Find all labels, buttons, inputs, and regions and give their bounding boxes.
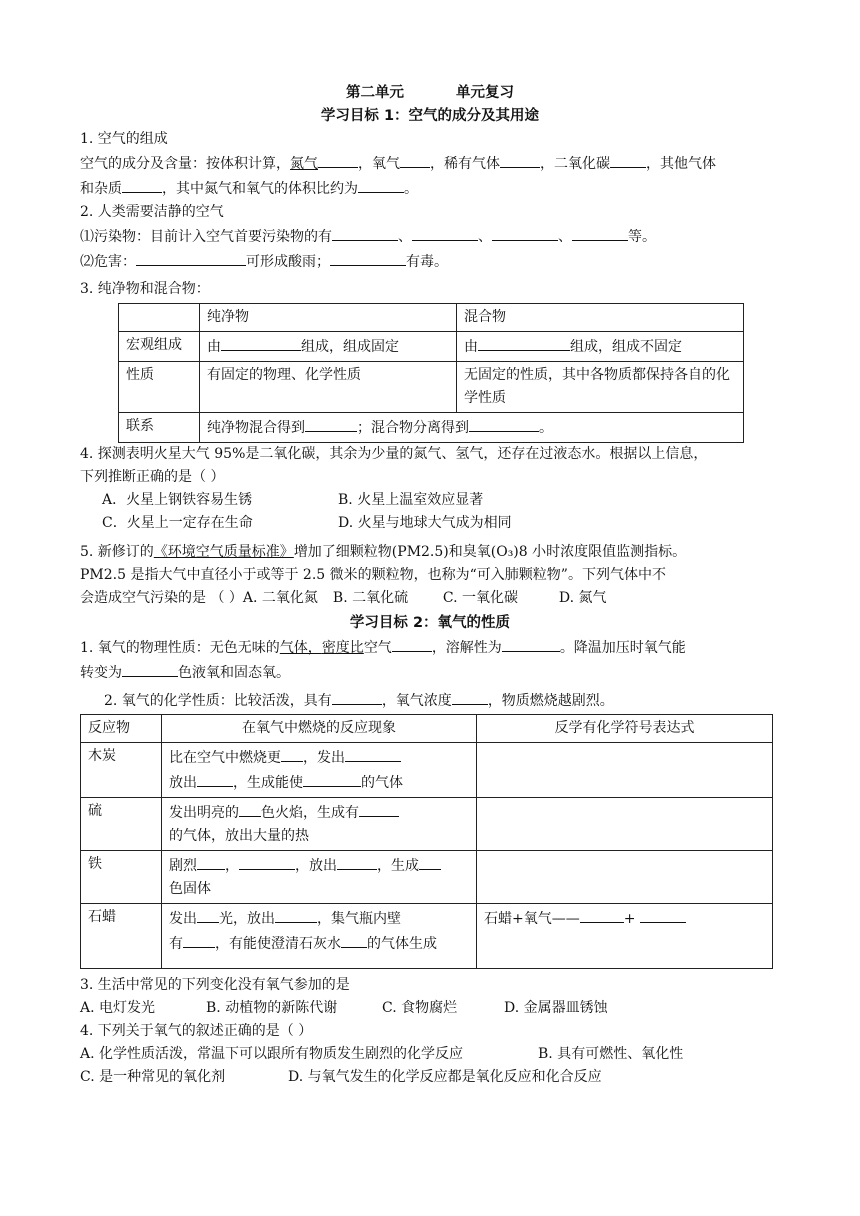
oxygen-question-4-options-ab: A. 化学性质活泼，常温下可以跟所有物质发生剧烈的化学反应 B. 具有可燃性、氧化性 — [80, 1046, 684, 1062]
oxygen-chemical-line: 2. 氧气的化学性质：比较活泼，具有 ，氧气浓度 ，物质燃烧越剧烈。 — [80, 688, 780, 713]
question-4-cont: 下列推断正确的是（ ） — [80, 469, 225, 485]
question-5: 5. 新修订的《环境空气质量标准》增加了细颗粒物(PM2.5)和臭氧(O₃)8 小时浓度限值监测指标。 — [80, 544, 687, 560]
oxygen-reaction-table — [80, 714, 773, 969]
question-4: 4. 探测表明火星大气 95%是二氧化碳，其余为少量的氮气、氢气，还存在过液态水。根据以上信息， — [80, 446, 708, 462]
pure-mixture-table — [118, 303, 744, 443]
table-row: 宏观组成 由 组成，组成固定 由 组成，组成不固定 — [119, 332, 744, 362]
section-3-heading: 3. 纯净物和混合物： — [80, 281, 210, 297]
table-row: 石蜡 发出 光，放出 ，集气瓶内壁 有 ，有能使澄清石灰水 的气体生成 石蜡+氧气—— + — [81, 904, 773, 969]
table-row: 木炭 比在空气中燃烧更 ，发出 放出 ，生成能使 的气体 — [81, 743, 773, 798]
table-row: 纯净物 混合物 — [119, 304, 744, 332]
air-composition-line-1: 空气的成分及含量：按体积计算，氮气 ，氧气 ，稀有气体 ，二氧化碳 ，其他气体 — [80, 151, 780, 176]
pollutants-line: ⑴污染物：目前计入空气首要污染物的有 、 、 、 等。 — [80, 224, 780, 249]
table-row: 反应物 在氧气中燃烧的反应现象 反学有化学符号表达式 — [81, 715, 773, 743]
question-5-options: 会造成空气污染的是 （ ）A. 二氧化氮 B. 二氧化硫 C. 一氧化碳 D. 氮气 — [80, 590, 607, 606]
goal-1-heading: 学习目标 1：空气的成分及其用途 — [320, 108, 540, 124]
section-1-heading: 1. 空气的组成 — [80, 131, 168, 147]
worksheet — [80, 82, 780, 1089]
table-row: 性质 有固定的物理、化学性质 无固定的性质，其中各物质都保持各自的化学性质 — [119, 362, 744, 413]
harm-line: ⑵危害： 可形成酸雨； 有毒。 — [80, 249, 780, 274]
oxygen-physical-line-2: 转变为 色液氧和固态氧。 — [80, 660, 780, 685]
page-title: 第二单元 单元复习 — [346, 85, 514, 101]
oxygen-physical-line-1: 1. 氧气的物理性质：无色无味的气体，密度比空气 ，溶解性为 。降温加压时氧气能 — [80, 635, 780, 660]
oxygen-question-4-options-cd: C. 是一种常见的氧化剂 D. 与氧气发生的化学反应都是氧化反应和化合反应 — [80, 1069, 602, 1085]
section-2-heading: 2. 人类需要洁静的空气 — [80, 204, 224, 220]
air-composition-line-2: 和杂质 ，其中氮气和氧气的体积比约为 。 — [80, 176, 780, 201]
goal-2-heading: 学习目标 2：氧气的性质 — [349, 615, 511, 631]
oxygen-question-4: 4. 下列关于氧气的叙述正确的是（ ） — [80, 1023, 313, 1039]
table-row: 铁 剧烈 ， ，放出 ，生成 色固体 — [81, 851, 773, 904]
table-row: 联系 纯净物混合得到 ；混合物分离得到 。 — [119, 413, 744, 443]
table-row: 硫 发出明亮的 色火焰，生成有 的气体，放出大量的热 — [81, 798, 773, 851]
question-5-line-2: PM2.5 是指大气中直径小于或等于 2.5 微米的颗粒物，也称为“可入肺颗粒物”。下列气体中不 — [80, 567, 666, 583]
oxygen-question-3: 3. 生活中常见的下列变化没有氧气参加的是 — [80, 977, 350, 993]
question-4-options-ab: A．火星上钢铁容易生锈 B. 火星上温室效应显著 — [102, 492, 484, 508]
oxygen-question-3-options: A. 电灯发光 B. 动植物的新陈代谢 C. 食物腐烂 D. 金属器皿锈蚀 — [80, 1000, 608, 1016]
question-4-options-cd: C．火星上一定存在生命 D. 火星与地球大气成为相同 — [102, 515, 512, 531]
